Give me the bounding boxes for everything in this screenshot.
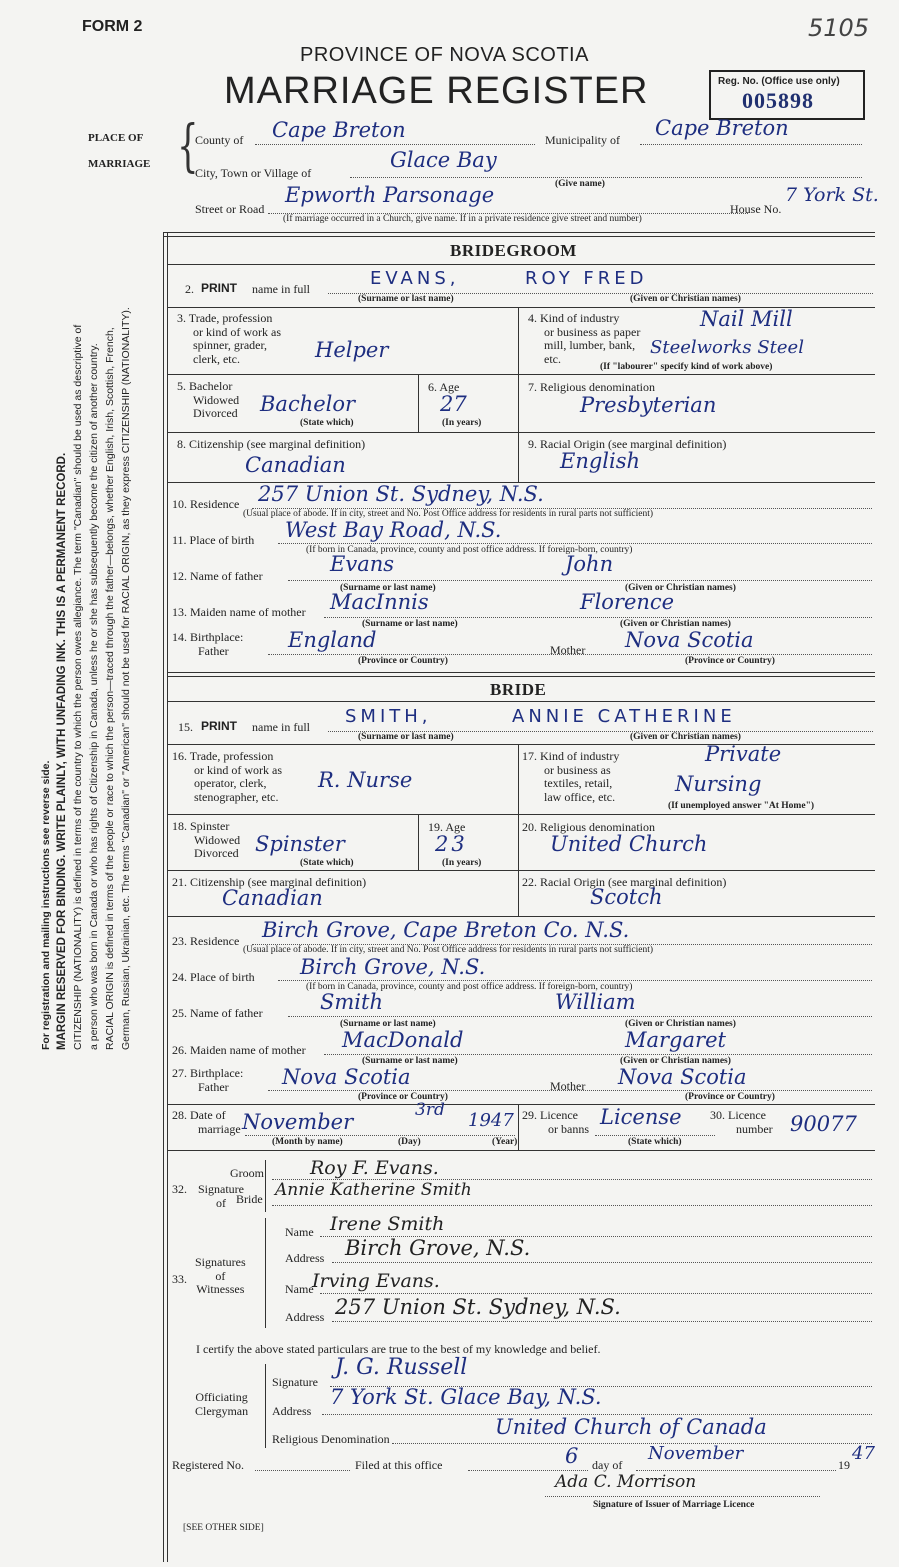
given-caption: (Given or Christian names) (630, 732, 741, 742)
surname-caption: (Surname or last name) (362, 619, 458, 629)
registration-label: Reg. No. (Office use only) (718, 76, 840, 87)
bride-racial: Scotch (590, 885, 663, 909)
municipality-label: Municipality of (545, 133, 620, 147)
month-caption: (Month by name) (272, 1137, 343, 1147)
witness1-address-label: Address (285, 1251, 325, 1265)
bride-religion-label: 20. Religious denomination (522, 820, 655, 834)
witness2-address: 257 Union St. Sydney, N.S. (335, 1295, 621, 1319)
margin-line: a person who was born in Canada or who has rights of Citizenship in Canada, unless he or she has subsequently become the citizen of another country. (88, 343, 100, 1050)
witness1-address: Birch Grove, N.S. (345, 1236, 531, 1260)
licence-label: 29. Licence or banns (522, 1108, 589, 1136)
filed-label: Filed at this office (355, 1458, 443, 1472)
house-value: 7 York St. (785, 184, 879, 206)
bride-industry-line2: Nursing (675, 772, 762, 796)
country-caption: (Province or Country) (358, 656, 448, 666)
bride-residence-label: 23. Residence (172, 934, 240, 948)
bride-status-label: 18. Spinster Widowed Divorced (172, 819, 241, 860)
groom-age-label: 6. Age (428, 380, 460, 394)
groom-citizenship-label: 8. Citizenship (see marginal definition) (177, 437, 366, 451)
groom-citizenship: Canadian (245, 453, 346, 477)
mother-label: Mother (550, 643, 586, 657)
clergy-signature: J. G. Russell (335, 1355, 468, 1380)
witness2-address-label: Address (285, 1310, 325, 1324)
groom-name-num: 2. (185, 282, 194, 296)
bride-citizenship: Canadian (222, 886, 323, 910)
witness1-name: Irene Smith (330, 1213, 445, 1235)
groom-sig-label: Groom (230, 1166, 264, 1180)
surname-caption: (Surname or last name) (358, 294, 454, 304)
licence-number: 90077 (790, 1112, 857, 1136)
filed-day: 6 (565, 1444, 579, 1468)
binding-margin-notes (38, 50, 134, 1050)
bride-father-surname: Smith (320, 990, 383, 1014)
groom-age: 27 (440, 392, 467, 416)
bride-birthplace-father: Nova Scotia (282, 1065, 411, 1089)
place-heading: PLACE OF (88, 132, 144, 144)
bride-sig-label: Bride (236, 1192, 263, 1206)
bride-mother-label: 26. Maiden name of mother (172, 1043, 306, 1057)
groom-father-given: John (565, 552, 614, 576)
corner-note: 5105 (808, 14, 870, 42)
bride-status: Spinster (255, 832, 345, 856)
county-value: Cape Breton (272, 118, 406, 142)
signature-label: Signature of (198, 1182, 244, 1210)
street-caption: (If marriage occurred in a Church, give name. If in a private residence give street and number) (283, 214, 642, 224)
bride-industry-label: 17. Kind of industry or business as textiles, retail, law office, etc. (522, 749, 620, 804)
surname-caption: (Surname or last name) (358, 732, 454, 742)
clergy-label: Officiating Clergyman (195, 1390, 249, 1418)
county-label: County of (195, 133, 244, 147)
bride-given: ANNIE CATHERINE (512, 706, 736, 727)
groom-religion: Presbyterian (580, 393, 717, 417)
groom-mother-label: 13. Maiden name of mother (172, 605, 306, 619)
marriage-month: November (242, 1110, 354, 1134)
groom-residence: 257 Union St. Sydney, N.S. (258, 482, 544, 506)
groom-status-label: 5. Bachelor Widowed Divorced (177, 379, 240, 420)
bride-signature: Annie Katherine Smith (275, 1180, 472, 1200)
see-other-side: [SEE OTHER SIDE] (183, 1523, 264, 1533)
residence-caption: (Usual place of abode. If in city, street and No. Post Office address for residents in rural parts not sufficient) (243, 945, 654, 955)
bride-mother-given: Margaret (625, 1028, 726, 1052)
municipality-value: Cape Breton (655, 116, 789, 140)
groom-racial-label: 9. Racial Origin (see marginal definition) (528, 437, 727, 451)
house-label: House No. (730, 202, 782, 216)
given-caption: (Given or Christian names) (625, 583, 736, 593)
margin-line: MARGIN RESERVED FOR BINDING. WRITE PLAINLY, WITH UNFADING INK. THIS IS A PERMANENT RECORD. (56, 452, 68, 1050)
bride-birthplace-label: 27. Birthplace: Father (172, 1066, 244, 1094)
issuer-label: Signature of Issuer of Marriage Licence (593, 1500, 755, 1510)
status-caption: (State which) (300, 858, 354, 868)
bride-age-label: 19. Age (428, 820, 466, 834)
residence-caption: (Usual place of abode. If in city, street and No. Post Office address for residents in rural parts not sufficient) (243, 509, 654, 519)
bride-racial-label: 22. Racial Origin (see marginal definition) (522, 875, 727, 889)
bride-father-given: William (555, 990, 636, 1014)
country-caption: (Province or Country) (685, 656, 775, 666)
bride-trade-label: 16. Trade, profession or kind of work as operator, clerk, stenographer, etc. (172, 749, 282, 804)
marriage-year: 1947 (468, 1110, 514, 1131)
licence-caption: (State which) (628, 1137, 682, 1147)
witness-num: 33. (172, 1272, 187, 1286)
witness2-name: Irving Evans. (312, 1270, 440, 1292)
groom-religion-label: 7. Religious denomination (528, 380, 655, 394)
bride-birth-label: 24. Place of birth (172, 970, 255, 984)
clergy-signature-label: Signature (272, 1375, 318, 1389)
clergy-denomination-label: Religious Denomination (272, 1432, 390, 1446)
bride-birth: Birch Grove, N.S. (300, 955, 486, 979)
mother-label: Mother (550, 1079, 586, 1093)
groom-given: ROY FRED (525, 268, 648, 289)
groom-birthplace-mother: Nova Scotia (625, 628, 754, 652)
bride-father-label: 25. Name of father (172, 1006, 263, 1020)
bride-birthplace-mother: Nova Scotia (618, 1065, 747, 1089)
clergy-address-label: Address (272, 1404, 312, 1418)
licence-number-label: 30. Licence number (710, 1108, 773, 1136)
province-heading: PROVINCE OF NOVA SCOTIA (300, 44, 589, 66)
signature-num: 32. (172, 1182, 187, 1196)
bride-name-print: PRINT (201, 719, 237, 733)
city-caption: (Give name) (555, 179, 605, 189)
witness2-name-label: Name (285, 1282, 314, 1296)
margin-line: For registration and mailing instructions see reverse side. (40, 760, 52, 1050)
bride-residence: Birch Grove, Cape Breton Co. N.S. (262, 918, 630, 942)
day-of-label: day of (592, 1458, 623, 1472)
surname-caption: (Surname or last name) (340, 583, 436, 593)
groom-father-surname: Evans (330, 552, 395, 576)
industry-caption: (If "labourer" specify kind of work above) (600, 362, 773, 372)
groom-status: Bachelor (260, 392, 356, 416)
city-value: Glace Bay (390, 148, 497, 172)
groom-birth: West Bay Road, N.S. (285, 518, 502, 542)
groom-surname: EVANS, (370, 268, 460, 289)
street-label: Street or Road (195, 202, 265, 216)
clergy-denomination: United Church of Canada (495, 1415, 767, 1439)
given-caption: (Given or Christian names) (620, 1056, 731, 1066)
day-caption: (Day) (398, 1137, 421, 1147)
bride-name-label: name in full (252, 720, 310, 734)
margin-line: German, Russian, Ukrainian, etc. The terms "Canadian" or "American" should not be used for RACIAL ORIGIN, as they express CITIZENSHIP (NATIONALITY). (120, 307, 132, 1050)
certify-statement: I certify the above stated particulars are true to the best of my knowledge and belief. (196, 1342, 601, 1356)
form-left-border (163, 232, 164, 1562)
groom-father-label: 12. Name of father (172, 569, 263, 583)
brace-icon: { (177, 114, 199, 179)
margin-line: CITIZENSHIP (NATIONALITY) is defined in terms of the country to which the person owes allegiance. The term "Canadian" should be used as descriptive of (72, 324, 84, 1050)
bridegroom-heading: BRIDEGROOM (450, 241, 577, 260)
groom-name-print: PRINT (201, 281, 237, 295)
birth-caption: (If born in Canada, province, county and post office address. If foreign-born, country) (306, 982, 633, 992)
groom-mother-given: Florence (580, 590, 675, 614)
country-caption: (Province or Country) (685, 1092, 775, 1102)
bride-citizenship-label: 21. Citizenship (see marginal definition) (172, 875, 367, 889)
age-caption: (In years) (442, 858, 482, 868)
bride-mother-surname: MacDonald (342, 1028, 464, 1052)
birth-caption: (If born in Canada, province, county and post office address. If foreign-born, country) (306, 545, 633, 555)
date-label: 28. Date of marriage (172, 1108, 241, 1136)
issuer-signature: Ada C. Morrison (555, 1472, 697, 1492)
marriage-day: 3rd (415, 1100, 445, 1120)
age-caption: (In years) (442, 418, 482, 428)
bride-age: 23 (435, 832, 468, 856)
groom-industry-label: 4. Kind of industry or business as paper mill, lumber, bank, etc. (528, 311, 641, 366)
witness1-name-label: Name (285, 1225, 314, 1239)
filed-month: November (648, 1443, 744, 1464)
given-caption: (Given or Christian names) (630, 294, 741, 304)
street-value: Epworth Parsonage (285, 183, 495, 207)
place-heading: MARRIAGE (88, 158, 151, 170)
status-caption: (State which) (300, 418, 354, 428)
bride-name-num: 15. (178, 720, 193, 734)
registration-number: 005898 (742, 88, 814, 113)
registered-label: Registered No. (172, 1458, 244, 1472)
groom-residence-label: 10. Residence (172, 497, 240, 511)
form-number: FORM 2 (82, 18, 143, 35)
bride-religion: United Church (550, 832, 708, 856)
bride-trade: R. Nurse (318, 768, 413, 792)
groom-birthplace-father: England (288, 628, 377, 652)
groom-industry-line1: Nail Mill (700, 307, 793, 331)
bride-industry-line1: Private (705, 742, 782, 766)
surname-caption: (Surname or last name) (362, 1056, 458, 1066)
industry-caption: (If unemployed answer "At Home") (668, 801, 815, 811)
groom-birthplace-label: 14. Birthplace: Father (172, 630, 244, 658)
groom-birth-label: 11. Place of birth (172, 533, 255, 547)
groom-signature: Roy F. Evans. (310, 1157, 439, 1179)
margin-line: RACIAL ORIGIN is defined in terms of the people or race to which the person—traced through the father—belongs, whether English, Irish, Scottish, French, (104, 327, 116, 1050)
given-caption: (Given or Christian names) (625, 1019, 736, 1029)
country-caption: (Province or Country) (358, 1092, 448, 1102)
clergy-address: 7 York St. Glace Bay, N.S. (330, 1385, 602, 1409)
bride-heading: BRIDE (490, 680, 547, 699)
groom-racial: English (560, 449, 641, 473)
licence-type: License (600, 1105, 682, 1129)
page-title: MARRIAGE REGISTER (224, 70, 649, 112)
groom-name-label: name in full (252, 282, 310, 296)
groom-trade-label: 3. Trade, profession or kind of work as spinner, grader, clerk, etc. (177, 311, 281, 366)
filed-year: 47 (852, 1443, 875, 1464)
bride-surname: SMITH, (345, 706, 432, 727)
city-label: City, Town or Village of (195, 166, 312, 180)
groom-industry-line2: Steelworks Steel (650, 337, 804, 358)
surname-caption: (Surname or last name) (340, 1019, 436, 1029)
year-caption: (Year) (492, 1137, 518, 1147)
groom-trade: Helper (315, 338, 389, 362)
year-prefix: 19 (838, 1458, 850, 1472)
witness-label: Signatures of Witnesses (195, 1255, 246, 1296)
groom-mother-surname: MacInnis (330, 590, 429, 614)
given-caption: (Given or Christian names) (620, 619, 731, 629)
